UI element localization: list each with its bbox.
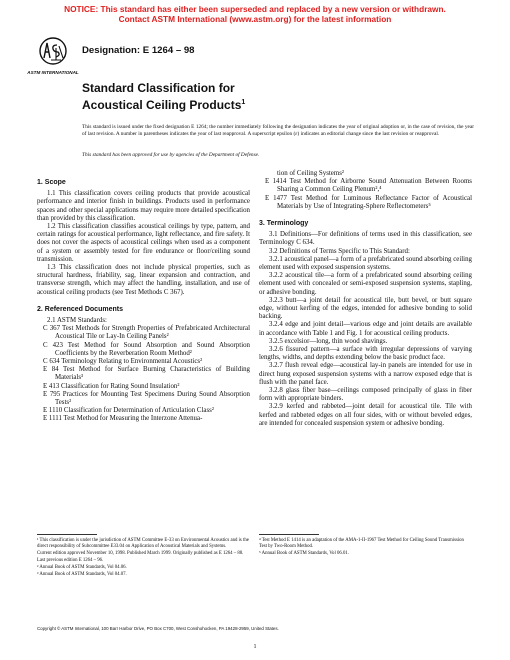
definition: 3.2.9 kerfed and rabbeted—joint detail for acoustical tile. Tile with kerfed and rabbeted edges on all four sides, with or without beveled edges, are intended for concealed suspension system or adhesive bonding. [259, 403, 472, 427]
right-column [259, 170, 472, 428]
reference-item: E 1111 Test Method for Measuring the Interzone Attenua- [43, 415, 203, 423]
right-footnotes [259, 534, 472, 559]
reference-item: E 1477 Test Method for Luminous Reflectance Factor of Acoustical Materials by Use of Integrating-Sphere Reflectometers⁵ [265, 194, 472, 210]
notice-line-1: NOTICE: This standard has either been superseded and replaced by a new version or withdrawn. [64, 4, 446, 14]
left-footnotes [37, 534, 250, 579]
paragraph-1-2: 1.2 This classification classifies acoustical ceilings by type, pattern, and certain ratings for acoustical performance, light reflectance, and fire safety. It does not cover the aspects of acoustical ceilings when used as a component of a system or assembly tested for fire endurance or floor/ceiling sound transmission. [37, 223, 250, 263]
footnote: ⁵ Annual Book of ASTM Standards, Vol 06.01. [259, 551, 349, 557]
definition: 3.2.8 glass fiber base—ceilings composed principally of glass in fiber form with appropriate binders. [259, 387, 472, 403]
notice-banner [0, 4, 510, 24]
astm-logo [27, 36, 79, 80]
reference-item: C 423 Test Method for Sound Absorption and Sound Absorption Coefficients by the Reverberation Room Method² [43, 341, 250, 357]
designation: Designation: E 1264 – 98 [82, 45, 195, 56]
footnote: Current edition approved November 10, 1998. Published March 1999. Originally published as E 1264 – 88. Last previous edition E 1264 – 96. [37, 551, 244, 563]
definition: 3.2.2 acoustical tile—a form of a prefabricated sound absorbing ceiling element used with concealed or semi-exposed suspension systems, stapling, or adhesive bonding. [259, 272, 472, 296]
definition: 3.2.6 fissured pattern—a surface with irregular depressions of varying lengths, widths, and depths extending below the basic product face. [259, 346, 472, 362]
reference-item: E 795 Practices for Mounting Test Specimens During Sound Absorption Tests² [43, 390, 250, 407]
definition: 3.2.3 butt—a joint detail for acoustical tile, butt bevel, or butt square edge, without kerfing of the edges, intended for adhesive bonding to solid backing. [259, 296, 472, 321]
notice-line-2: Contact ASTM International (www.astm.org) for the latest information [118, 14, 392, 24]
footnote-rule [259, 534, 319, 535]
reference-item: E 1414 Test Method for Airborne Sound Attenuation Between Rooms Sharing a Common Ceiling Plenum²,⁴ [265, 178, 472, 194]
dod-approval-note: This standard has been approved for use by agencies of the Department of Defense. [82, 152, 260, 158]
footnote: ¹ This classification is under the jurisdiction of ASTM Committee E-33 on Environmental Acoustics and is the direct responsibility of Subcommittee E33.04 on Application of Acoustical Materials and Systems. [37, 538, 249, 550]
footnote: ³ Annual Book of ASTM Standards, Vol 04.07. [37, 572, 127, 578]
reference-item: E 1110 Classification for Determination of Articulation Class² [43, 407, 214, 415]
reference-item: E 413 Classification for Rating Sound Insulation² [43, 382, 180, 390]
section-heading-scope: 1. Scope [37, 179, 66, 186]
footnote: ⁴ Test Method E 1414 is an adaptation of the AMA-1-II-1967 Test Method for Ceiling Sound Transmission Test by Two-Room Method. [259, 538, 464, 550]
section-heading-terminology: 3. Terminology [259, 220, 309, 228]
section-heading-referenced-documents: 2. Referenced Documents [37, 305, 123, 313]
definition: 3.2.7 flush reveal edge—acoustical lay-in panels are intended for use in direct hung exposed suspension systems with a narrow exposed edge that is flush with the panel face. [259, 362, 472, 386]
document-title [82, 82, 382, 112]
svg-text:ASTM INTERNATIONAL: ASTM INTERNATIONAL [27, 70, 79, 75]
page-number: 1 [253, 644, 257, 650]
paragraph-3-1: 3.1 Definitions—For definitions of terms used in this classification, see Terminology C 634. [259, 231, 472, 247]
definition: 3.2.5 excelsior—long, thin wood shavings. [269, 337, 388, 345]
title-footnote-marker: 1 [241, 98, 246, 106]
left-column [37, 170, 250, 424]
paragraph-1-1: 1.1 This classification covers ceiling products that provide acoustical performance and interior finish in buildings. Products used in performance spaces and other special applications may require more detailed specification than provided by this classification. [37, 190, 250, 222]
paragraph-2-1: 2.1 ASTM Standards: [47, 317, 107, 325]
paragraph-3-2: 3.2 Definitions of Terms Specific to This Standard: [269, 247, 410, 255]
title-line-2: Acoustical Ceiling Products$^1$ [82, 97, 246, 112]
footnote: ² Annual Book of ASTM Standards, Vol 04.06. [37, 564, 127, 570]
footnote-rule [37, 534, 97, 535]
definition: 3.2.4 edge and joint detail—various edge and joint details are available in accordance with Table 1 and Fig. 1 for acoustical ceiling products. [259, 321, 472, 337]
paragraph-1-3: 1.3 This classification does not include physical properties, such as structural hardness, friability, sag, linear expansion and contraction, and transverse strength, which may affect the handling, installation, and use of acoustical ceiling products (see Test Methods C 367). [37, 264, 250, 296]
issuance-note: This standard is issued under the fixed designation E 1264; the number immediately following the designation indicates the year of original adoption or, in the case of revision, the year of last revision. A number in parentheses indicates the year of last reapproval. A superscript epsilon (ε) indicates an editorial change since the last revision or reapproval. [82, 124, 474, 137]
reference-item: E 84 Test Method for Surface Burning Characteristics of Building Materials³ [43, 366, 250, 382]
copyright-line: Copyright © ASTM International, 100 Barr Harbor Drive, PO Box C700, West Conshohocken, PA 19428-2959, United States. [37, 626, 279, 631]
definition: 3.2.1 acoustical panel—a form of a prefabricated sound absorbing ceiling element used with exposed suspension systems. [259, 255, 472, 272]
title-line-1: Standard Classification for [82, 81, 235, 95]
reference-item: C 367 Test Methods for Strength Properties of Prefabricated Architectural Acoustical Tile or Lay-In Ceiling Panels² [43, 325, 250, 341]
reference-item: C 634 Terminology Relating to Environmental Acoustics² [43, 358, 203, 366]
reference-continuation: tion of Ceiling Systems² [277, 170, 344, 177]
